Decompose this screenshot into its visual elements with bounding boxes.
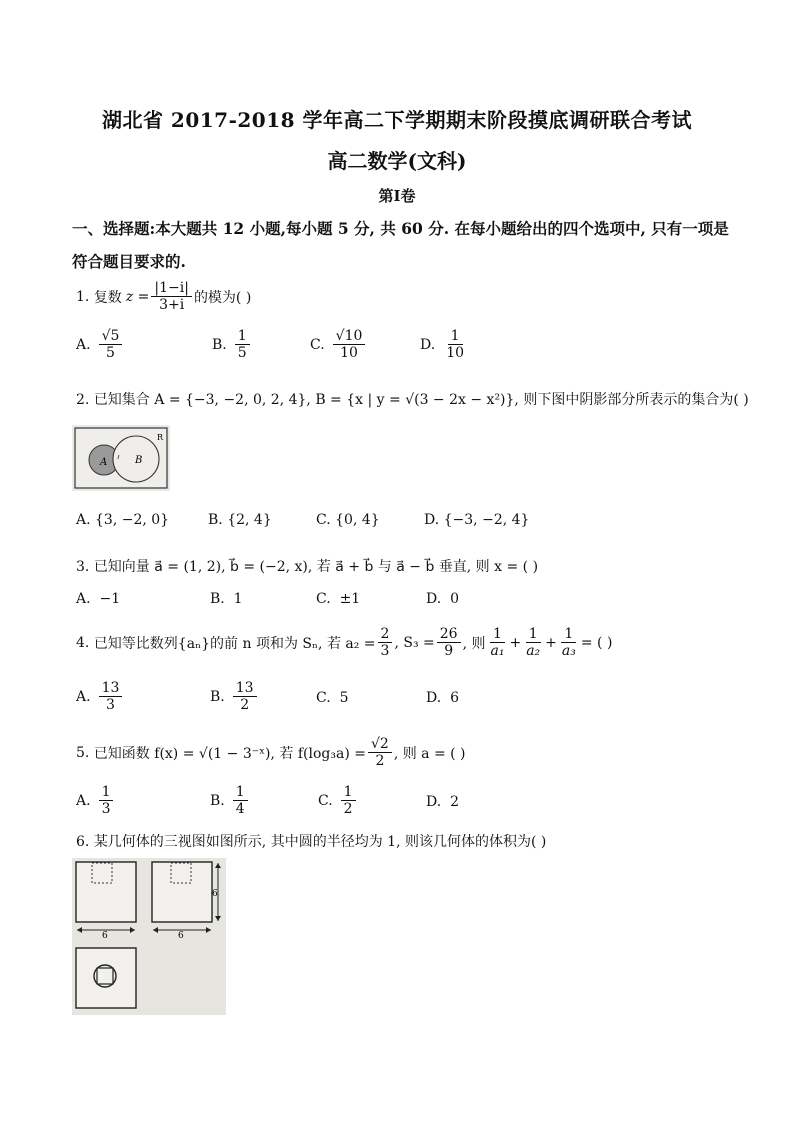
front-width-label: 6	[102, 931, 108, 941]
option-letter: C.	[316, 690, 331, 706]
question-number: 6.	[76, 834, 90, 850]
question-stem: 已知函数 f(x) = √(1 − 3⁻ˣ), 若 f(log₃a) =	[93, 745, 366, 762]
numerator: 1	[448, 328, 463, 345]
question-1	[76, 280, 251, 313]
denominator: 4	[235, 801, 245, 817]
expr-lhs: z =	[125, 288, 150, 305]
option-text: {3, −2, 0}	[95, 512, 170, 528]
venn-diagram	[72, 425, 170, 491]
option-letter: A.	[76, 591, 91, 607]
denominator: 5	[237, 345, 247, 361]
option-letter: B.	[210, 792, 225, 809]
option-letter: B.	[208, 512, 223, 528]
fraction	[235, 328, 250, 361]
denominator: 3+i	[159, 297, 185, 313]
question-number: 3.	[76, 559, 90, 575]
option-text: −1	[99, 591, 121, 607]
numerator: √2	[368, 736, 392, 753]
option-letter: C.	[316, 591, 331, 607]
fraction	[559, 626, 579, 659]
option-letter: B.	[210, 591, 225, 607]
option-d[interactable]	[426, 794, 459, 810]
fraction	[233, 784, 248, 817]
option-letter: B.	[212, 336, 227, 353]
option-letter: C.	[318, 792, 333, 809]
plus-sign: +	[545, 634, 557, 651]
numerator: √10	[333, 328, 366, 345]
option-text: {0, 4}	[335, 512, 380, 528]
fraction	[368, 736, 392, 769]
question-stem-tail: = ( )	[580, 634, 613, 651]
front-view-square	[76, 862, 136, 922]
exam-title: 湖北省 2017-2018 学年高二下学期期末阶段摸底调研联合考试	[101, 108, 693, 132]
numerator: |1−i|	[151, 280, 192, 297]
question-stem-part: , S₃ =	[394, 634, 435, 651]
option-b[interactable]	[208, 512, 272, 528]
option-letter: A.	[76, 688, 91, 705]
numerator: √5	[99, 328, 123, 345]
option-a[interactable]	[76, 591, 120, 607]
fraction	[151, 280, 192, 313]
option-a[interactable]	[76, 328, 124, 361]
question-4	[76, 626, 612, 659]
option-d[interactable]	[426, 591, 459, 607]
exam-subtitle: 高二数学(文科)	[327, 149, 467, 173]
denominator: a₁	[490, 643, 505, 659]
numerator: 1	[99, 784, 114, 801]
option-text: 2	[450, 794, 460, 810]
denominator: 9	[444, 643, 454, 659]
question-2	[76, 389, 749, 409]
option-letter: D.	[424, 512, 440, 528]
numerator: 1	[341, 784, 356, 801]
option-c[interactable]	[310, 328, 367, 361]
denominator: a₃	[561, 643, 576, 659]
fraction	[99, 784, 114, 817]
question-number: 1.	[76, 288, 90, 305]
denominator: 10	[340, 345, 358, 361]
numerator: 13	[233, 680, 257, 697]
side-width-label: 6	[178, 931, 184, 941]
option-b[interactable]	[210, 680, 259, 713]
fraction	[378, 626, 393, 659]
question-number: 2.	[76, 392, 90, 408]
option-letter: C.	[316, 512, 331, 528]
fraction	[233, 680, 257, 713]
denominator: 10	[446, 345, 465, 361]
option-c[interactable]	[316, 512, 380, 528]
top-view-square	[76, 948, 136, 1008]
question-stem: 已知等比数列{aₙ}的前 n 项和为 Sₙ, 若 a₂ =	[93, 635, 376, 652]
option-letter: D.	[426, 690, 442, 706]
denominator: a₂	[526, 643, 541, 659]
numerator: 1	[526, 626, 541, 643]
question-number: 5.	[76, 744, 90, 761]
side-view-square	[152, 862, 212, 922]
option-letter: D.	[426, 794, 442, 810]
denominator: 3	[101, 801, 111, 817]
option-a[interactable]	[76, 680, 124, 713]
set-a-label: A	[100, 457, 108, 468]
question-6	[76, 831, 546, 851]
option-text: 5	[339, 690, 349, 706]
denominator: 2	[375, 753, 385, 769]
numerator: 1	[235, 328, 250, 345]
section-heading: 一、选择题:本大题共 12 小题,每小题 5 分, 共 60 分. 在每小题给出的四个选项中, 只有一项是符合题目要求的.	[72, 219, 729, 271]
fraction	[333, 328, 366, 361]
denominator: 3	[380, 643, 390, 659]
denominator: 2	[343, 801, 353, 817]
option-d[interactable]	[424, 512, 529, 528]
option-d[interactable]	[420, 328, 469, 361]
fraction	[99, 328, 123, 361]
question-stem-tail: , 则 a = ( )	[393, 745, 466, 762]
denominator: 5	[106, 345, 115, 361]
option-d[interactable]	[426, 690, 459, 706]
option-c[interactable]	[316, 591, 360, 607]
option-letter: A.	[76, 336, 91, 353]
option-b[interactable]	[210, 784, 250, 817]
plus-sign: +	[509, 634, 522, 651]
option-letter: C.	[310, 336, 325, 353]
numerator: 1	[561, 626, 576, 643]
option-letter: B.	[210, 688, 225, 705]
question-stem-part: , 则	[462, 635, 486, 652]
option-text: {−3, −2, 4}	[443, 512, 530, 528]
option-text: {2, 4}	[227, 512, 272, 528]
option-b[interactable]	[212, 328, 252, 361]
question-5	[76, 736, 466, 769]
option-text: 0	[450, 591, 460, 607]
volume-label: 第Ⅰ卷	[378, 187, 416, 205]
set-b-label: B	[135, 455, 143, 466]
option-text: 6	[450, 690, 460, 706]
numerator: 26	[437, 626, 461, 643]
option-text: 1	[233, 591, 243, 607]
fraction	[99, 680, 123, 713]
question-stem: 复数	[93, 289, 122, 306]
numerator: 1	[490, 626, 505, 643]
option-a[interactable]	[76, 784, 115, 817]
three-view-diagram	[72, 858, 226, 1015]
fraction	[341, 784, 356, 817]
fraction	[523, 626, 543, 659]
numerator: 13	[99, 680, 123, 697]
fraction	[443, 328, 467, 361]
question-3	[76, 556, 538, 576]
fraction	[488, 626, 508, 659]
denominator: 3	[106, 697, 115, 713]
height-label: 6	[212, 889, 218, 899]
option-b[interactable]	[210, 591, 243, 607]
option-text: ±1	[339, 591, 361, 607]
option-letter: A.	[76, 512, 91, 528]
question-stem: 已知集合 A = {−3, −2, 0, 2, 4}, B = {x | y = √(3 − 2x − x²)}, 则下图中阴影部分所表示的集合为( )	[93, 392, 749, 408]
denominator: 2	[240, 697, 250, 713]
option-letter: A.	[76, 792, 91, 809]
question-stem-tail: 的模为( )	[193, 289, 252, 306]
question-stem: 已知向量 a⃗ = (1, 2), b⃗ = (−2, x), 若 a⃗ + b⃗ 与 a⃗ − b⃗ 垂直, 则 x = ( )	[93, 559, 539, 575]
set-r-label: R	[157, 433, 164, 442]
option-letter: D.	[426, 591, 442, 607]
question-stem: 某几何体的三视图如图所示, 其中圆的半径均为 1, 则该几何体的体积为( )	[93, 834, 547, 850]
numerator: 1	[233, 784, 248, 801]
option-c[interactable]	[316, 690, 349, 706]
option-a[interactable]	[76, 512, 169, 528]
option-c[interactable]	[318, 784, 358, 817]
numerator: 2	[378, 626, 393, 643]
option-letter: D.	[420, 336, 436, 353]
fraction	[437, 626, 461, 659]
question-number: 4.	[76, 634, 90, 651]
